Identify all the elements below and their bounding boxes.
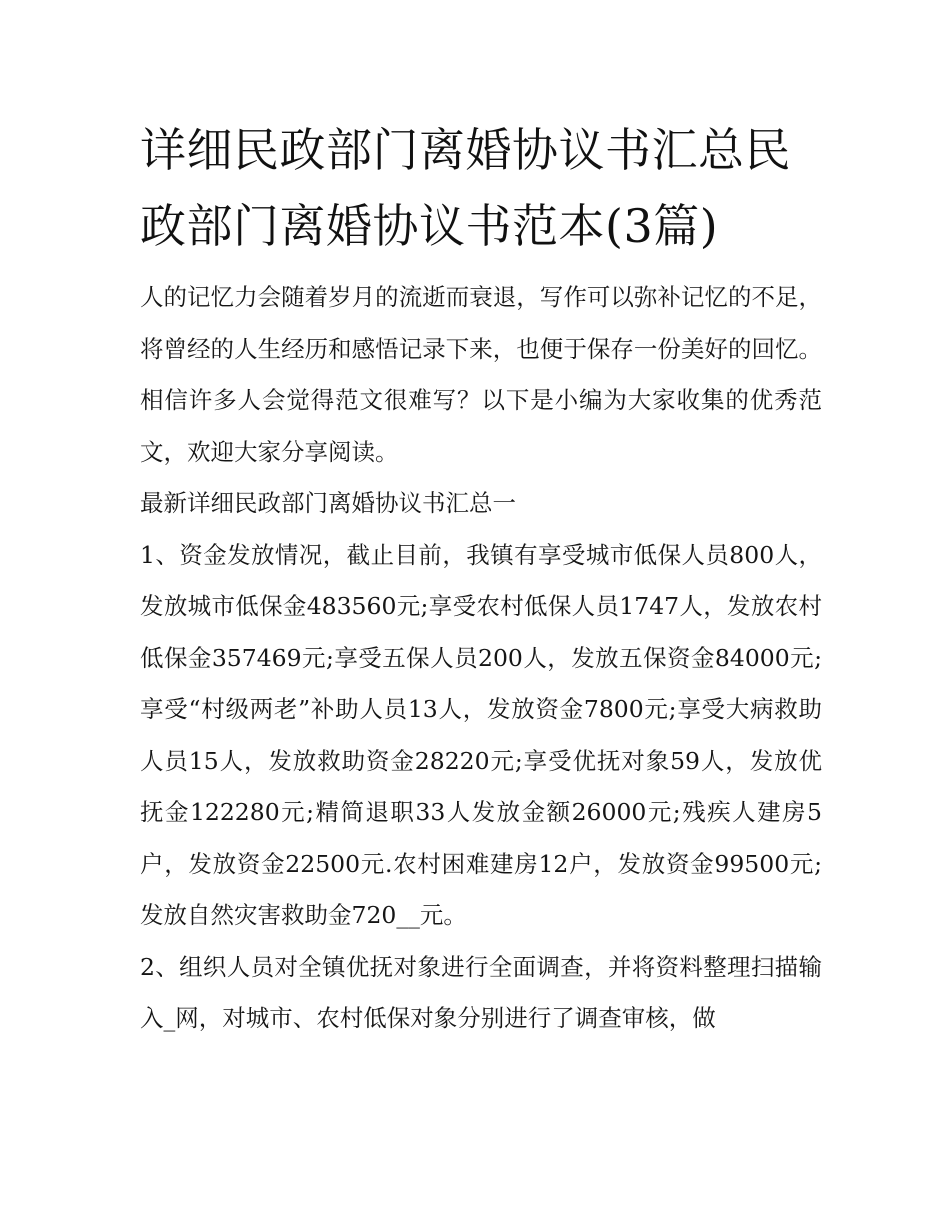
section-heading: 最新详细民政部门离婚协议书汇总一 (140, 489, 516, 517)
list-item-1: 1、资金发放情况，截止目前，我镇有享受城市低保人员800人，发放城市低保金483560元;享受农村低保人员1747人，发放农村低保金357469元;享受五保人员200人，发放五保资金84000元;享受“村级两老”补助人员13人，发放资金7800元;享受大病救助人员15人，发放救助资金28220元;享受优抚对象59人，发放优抚金122280元;精简退职33人发放金额26000元;残疾人建房5户，发放资金22500元.农村困难建房12户，发放资金99500元;发放自然灾害救助金720__元。 (140, 540, 822, 929)
list-item-2: 2、组织人员对全镇优抚对象进行全面调查，并将资料整理扫描输入_网，对城市、农村低保对象分别进行了调查审核，做 (140, 952, 822, 1032)
document-content (140, 112, 822, 1045)
intro-paragraph: 人的记忆力会随着岁月的流逝而衰退，写作可以弥补记忆的不足，将曾经的人生经历和感悟记录下来，也便于保存一份美好的回忆。相信许多人会觉得范文很难写？以下是小编为大家收集的优秀范文，欢迎大家分享阅读。 (140, 283, 822, 466)
document-title: 详细民政部门离婚协议书汇总民政部门离婚协议书范本(3篇) (140, 123, 791, 253)
